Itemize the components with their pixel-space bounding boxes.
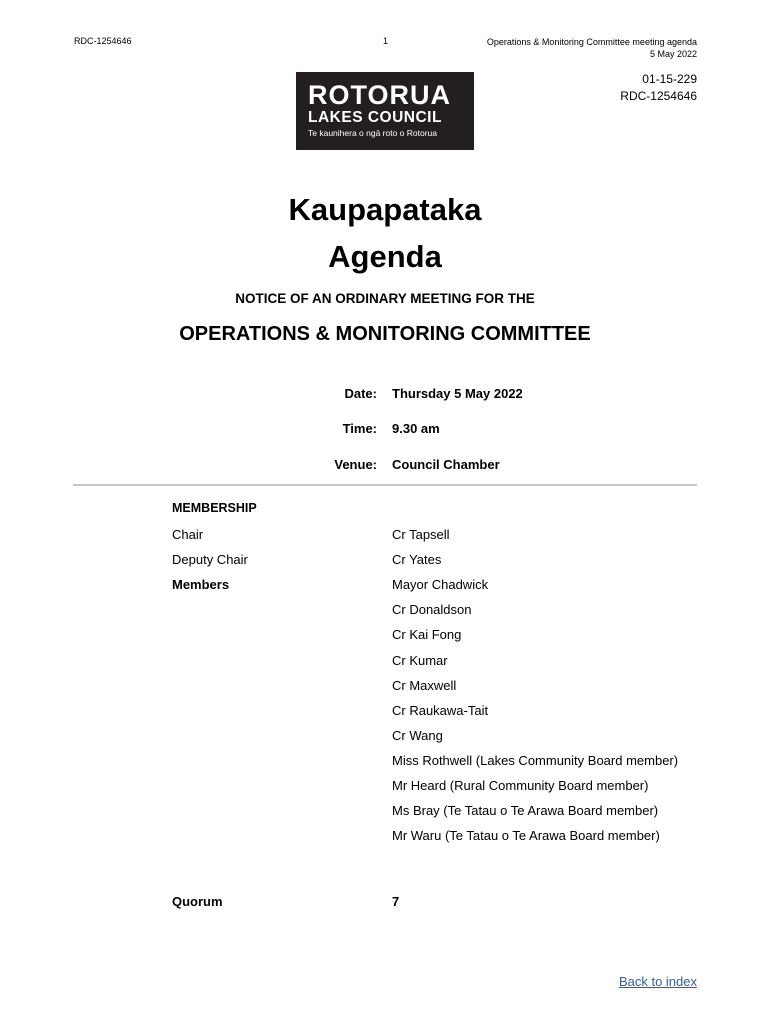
member-name: Cr Kai Fong: [392, 627, 462, 642]
committee-name: OPERATIONS & MONITORING COMMITTEE: [179, 323, 591, 345]
chair-label: Chair: [172, 527, 204, 542]
deputy-chair-label: Deputy Chair: [172, 552, 248, 567]
page-number: 1: [383, 36, 389, 46]
date-label: Date:: [344, 386, 377, 401]
section-divider: [73, 484, 697, 486]
venue-label: Venue:: [334, 457, 377, 472]
reference-doc-id: RDC-1254646: [620, 89, 697, 103]
member-name: Cr Raukawa-Tait: [392, 703, 489, 718]
member-name: Mr Heard (Rural Community Board member): [392, 778, 649, 793]
chair-name: Cr Tapsell: [392, 527, 450, 542]
members-label: Members: [172, 577, 230, 592]
reference-block: [620, 71, 697, 105]
venue-value: Council Chamber: [392, 457, 500, 472]
quorum-value: 7: [392, 894, 400, 909]
member-name: Miss Rothwell (Lakes Community Board member): [392, 753, 679, 768]
header-title-line2: 5 May 2022: [649, 49, 697, 59]
header-doc-id: RDC-1254646: [74, 36, 132, 46]
member-name: Ms Bray (Te Tatau o Te Arawa Board member): [392, 803, 659, 818]
deputy-chair-name: Cr Yates: [392, 552, 442, 567]
membership-heading: MEMBERSHIP: [172, 501, 257, 515]
logo-rotorua: ROTORUA: [308, 80, 452, 110]
member-name: Cr Wang: [392, 728, 443, 743]
council-logo: [296, 72, 474, 150]
reference-file-number: 01-15-229: [642, 72, 697, 86]
member-name: Cr Donaldson: [392, 602, 472, 617]
logo-lakes-council: LAKES COUNCIL: [308, 109, 442, 126]
time-value: 9.30 am: [392, 421, 440, 436]
header-title-line1: Operations & Monitoring Committee meeting agenda: [486, 37, 697, 47]
member-name: Mayor Chadwick: [392, 577, 489, 592]
member-name: Cr Kumar: [392, 653, 448, 668]
logo-tagline: Te kaunihera o ngā roto o Rotorua: [308, 128, 438, 138]
member-name: Cr Maxwell: [392, 678, 457, 693]
meeting-notice: NOTICE OF AN ORDINARY MEETING FOR THE: [235, 291, 535, 306]
date-value: Thursday 5 May 2022: [392, 386, 523, 401]
page-title-maori: Kaupapataka: [288, 192, 482, 227]
time-label: Time:: [342, 421, 377, 436]
header-doc-title: [487, 36, 697, 60]
member-name: Mr Waru (Te Tatau o Te Arawa Board member): [392, 828, 660, 843]
back-to-index-link[interactable]: Back to index: [618, 974, 697, 989]
quorum-label: Quorum: [172, 894, 223, 909]
page-title-english: Agenda: [328, 239, 442, 274]
